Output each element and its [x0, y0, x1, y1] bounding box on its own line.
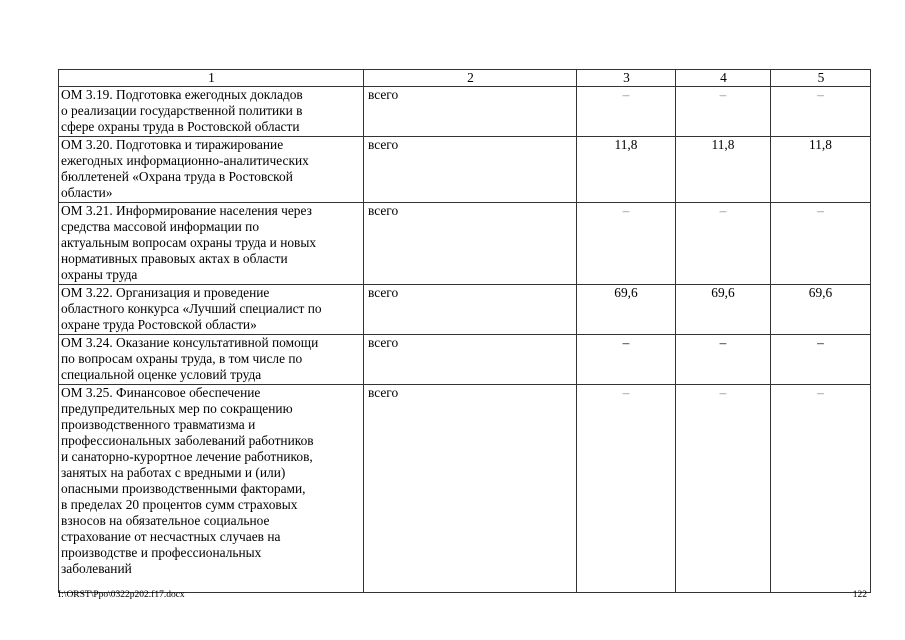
table-row [59, 285, 871, 335]
table-row [59, 137, 871, 203]
header-row [59, 70, 871, 87]
value-year-3: 69,6 [771, 285, 871, 335]
value-text: – [719, 203, 727, 218]
value-text: – [622, 385, 630, 400]
table-body [59, 87, 871, 593]
column-header-2: 2 [364, 70, 577, 87]
measure-description: ОМ 3.25. Финансовое обеспечение предупредительных мер по сокращению производственного травматизма и профессиональных заболеваний работников и санаторно-курортное лечение работников, занятых на работах с вредными и (или) опасными производственными факторами, в пределах 20 процентов сумм страховых взносов на обязательное социальное страхование от несчастных случаев на производстве и профессиональных заболеваний [59, 385, 364, 593]
footer-file-path: I:\ORST\Ppo\0322p202.f17.docx [58, 590, 185, 600]
table-header [59, 70, 871, 87]
value-year-3 [771, 87, 871, 137]
value-year-1: 69,6 [577, 285, 676, 335]
value-year-3 [771, 203, 871, 285]
value-year-3 [771, 385, 871, 593]
value-text: – [817, 203, 824, 218]
value-year-2 [676, 385, 771, 593]
table-row [59, 335, 871, 385]
value-text: – [622, 203, 630, 218]
value-year-2: 11,8 [676, 137, 771, 203]
value-year-1 [577, 385, 676, 593]
measure-description: ОМ 3.24. Оказание консультативной помощи по вопросам охраны труда, в том числе по специальной оценке условий труда [59, 335, 364, 385]
value-year-2: – [676, 335, 771, 385]
funding-source: всего [364, 87, 577, 137]
funding-source: всего [364, 385, 577, 593]
column-header-1: 1 [59, 70, 364, 87]
value-text: – [622, 87, 630, 102]
measure-description: ОМ 3.21. Информирование населения через средства массовой информации по актуальным вопросам охраны труда и новых нормативных правовых актах в области охраны труда [59, 203, 364, 285]
value-year-1: 11,8 [577, 137, 676, 203]
funding-source: всего [364, 203, 577, 285]
value-year-2: 69,6 [676, 285, 771, 335]
measure-description: ОМ 3.20. Подготовка и тиражирование ежегодных информационно-аналитических бюллетеней «Охрана труда в Ростовской области» [59, 137, 364, 203]
value-year-3: – [771, 335, 871, 385]
measure-description: ОМ 3.19. Подготовка ежегодных докладов о реализации государственной политики в сфере охраны труда в Ростовской области [59, 87, 364, 137]
column-header-5: 5 [771, 70, 871, 87]
value-text: – [719, 385, 727, 400]
value-year-1 [577, 87, 676, 137]
table-row [59, 385, 871, 593]
budget-table [58, 69, 871, 593]
table-row [59, 87, 871, 137]
value-text: – [817, 385, 824, 400]
column-header-4: 4 [676, 70, 771, 87]
value-year-2 [676, 203, 771, 285]
page-number: 122 [852, 590, 867, 600]
value-text: – [719, 87, 727, 102]
value-year-3: 11,8 [771, 137, 871, 203]
column-header-3: 3 [577, 70, 676, 87]
value-year-1 [577, 203, 676, 285]
value-year-2 [676, 87, 771, 137]
value-text: – [817, 87, 824, 102]
measure-description: ОМ 3.22. Организация и проведение областного конкурса «Лучший специалист по охране труда Ростовской области» [59, 285, 364, 335]
funding-source: всего [364, 285, 577, 335]
funding-source: всего [364, 137, 577, 203]
funding-source: всего [364, 335, 577, 385]
table-row [59, 203, 871, 285]
value-year-1: – [577, 335, 676, 385]
